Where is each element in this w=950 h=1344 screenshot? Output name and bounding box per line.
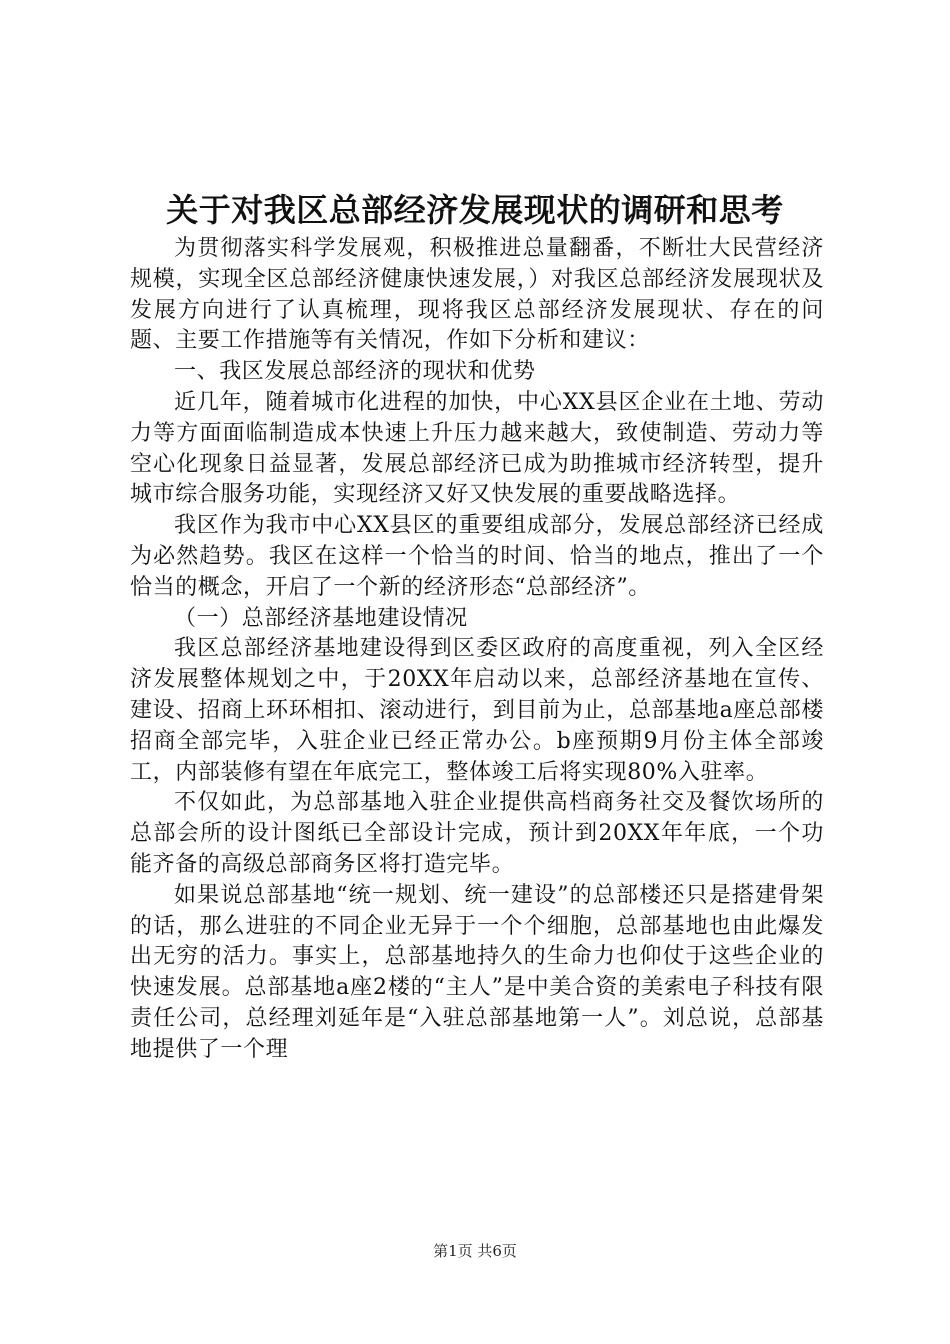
- paragraph: 如果说总部基地“统一规划、统一建设”的总部楼还只是搭建骨架的话，那么进驻的不同企业无异于一个个细胞，总部基地也由此爆发出无穷的活力。事实上，总部基地持久的生命力也仰仗于这些企业的快速发展。总部基地a座2楼的“主人”是中美合资的美索电子科技有限责任公司，总经理刘延年是“入驻总部基地第一人”。刘总说，总部基地提供了一个理: [130, 882, 824, 1062]
- paragraph: 我区总部经济基地建设得到区委区政府的高度重视，列入全区经济发展整体规划之中，于20XX年启动以来，总部经济基地在宣传、建设、招商上环环相扣、滚动进行，到目前为止，总部基地a座总部楼招商全部完毕，入驻企业已经正常办公。b座预期9月份主体全部竣工，内部装修有望在年底完工，整体竣工后将实现80%入驻率。: [130, 636, 824, 785]
- paragraph: 近几年，随着城市化进程的加快，中心XX县区企业在土地、劳动力等方面面临制造成本快速上升压力越来越大，致使制造、劳动力等空心化现象日益显著，发展总部经济已成为助推城市经济转型，提升城市综合服务功能，实现经济又好又快发展的重要战略选择。: [130, 389, 824, 508]
- subsection-heading-1: （一）总部经济基地建设情况: [174, 605, 468, 631]
- document-title: 关于对我区总部经济发展现状的调研和思考: [166, 191, 784, 229]
- paragraph-intro: 为贯彻落实科学发展观，积极推进总量翻番，不断壮大民营经济规模，实现全区总部经济健康快速发展，）对我区总部经济发展现状及发展方向进行了认真梳理，现将我区总部经济发展现状、存在的问题、主要工作措施等有关情况，作如下分析和建议：: [130, 236, 824, 354]
- page-footer: 第1页 共6页: [433, 1242, 517, 1260]
- paragraph: 我区作为我市中心XX县区的重要组成部分，发展总部经济已经成为必然趋势。我区在这样一个恰当的时间、恰当的地点，推出了一个恰当的概念，开启了一个新的经济形态“总部经济”。: [130, 513, 824, 600]
- document-body: [130, 234, 824, 1066]
- paragraph: 不仅如此，为总部基地入驻企业提供高档商务社交及餐饮场所的总部会所的设计图纸已全部设计完成，预计到20XX年年底，一个功能齐备的高级总部商务区将打造完毕。: [130, 790, 824, 877]
- section-heading-1: 一、我区发展总部经济的现状和优势: [174, 359, 536, 385]
